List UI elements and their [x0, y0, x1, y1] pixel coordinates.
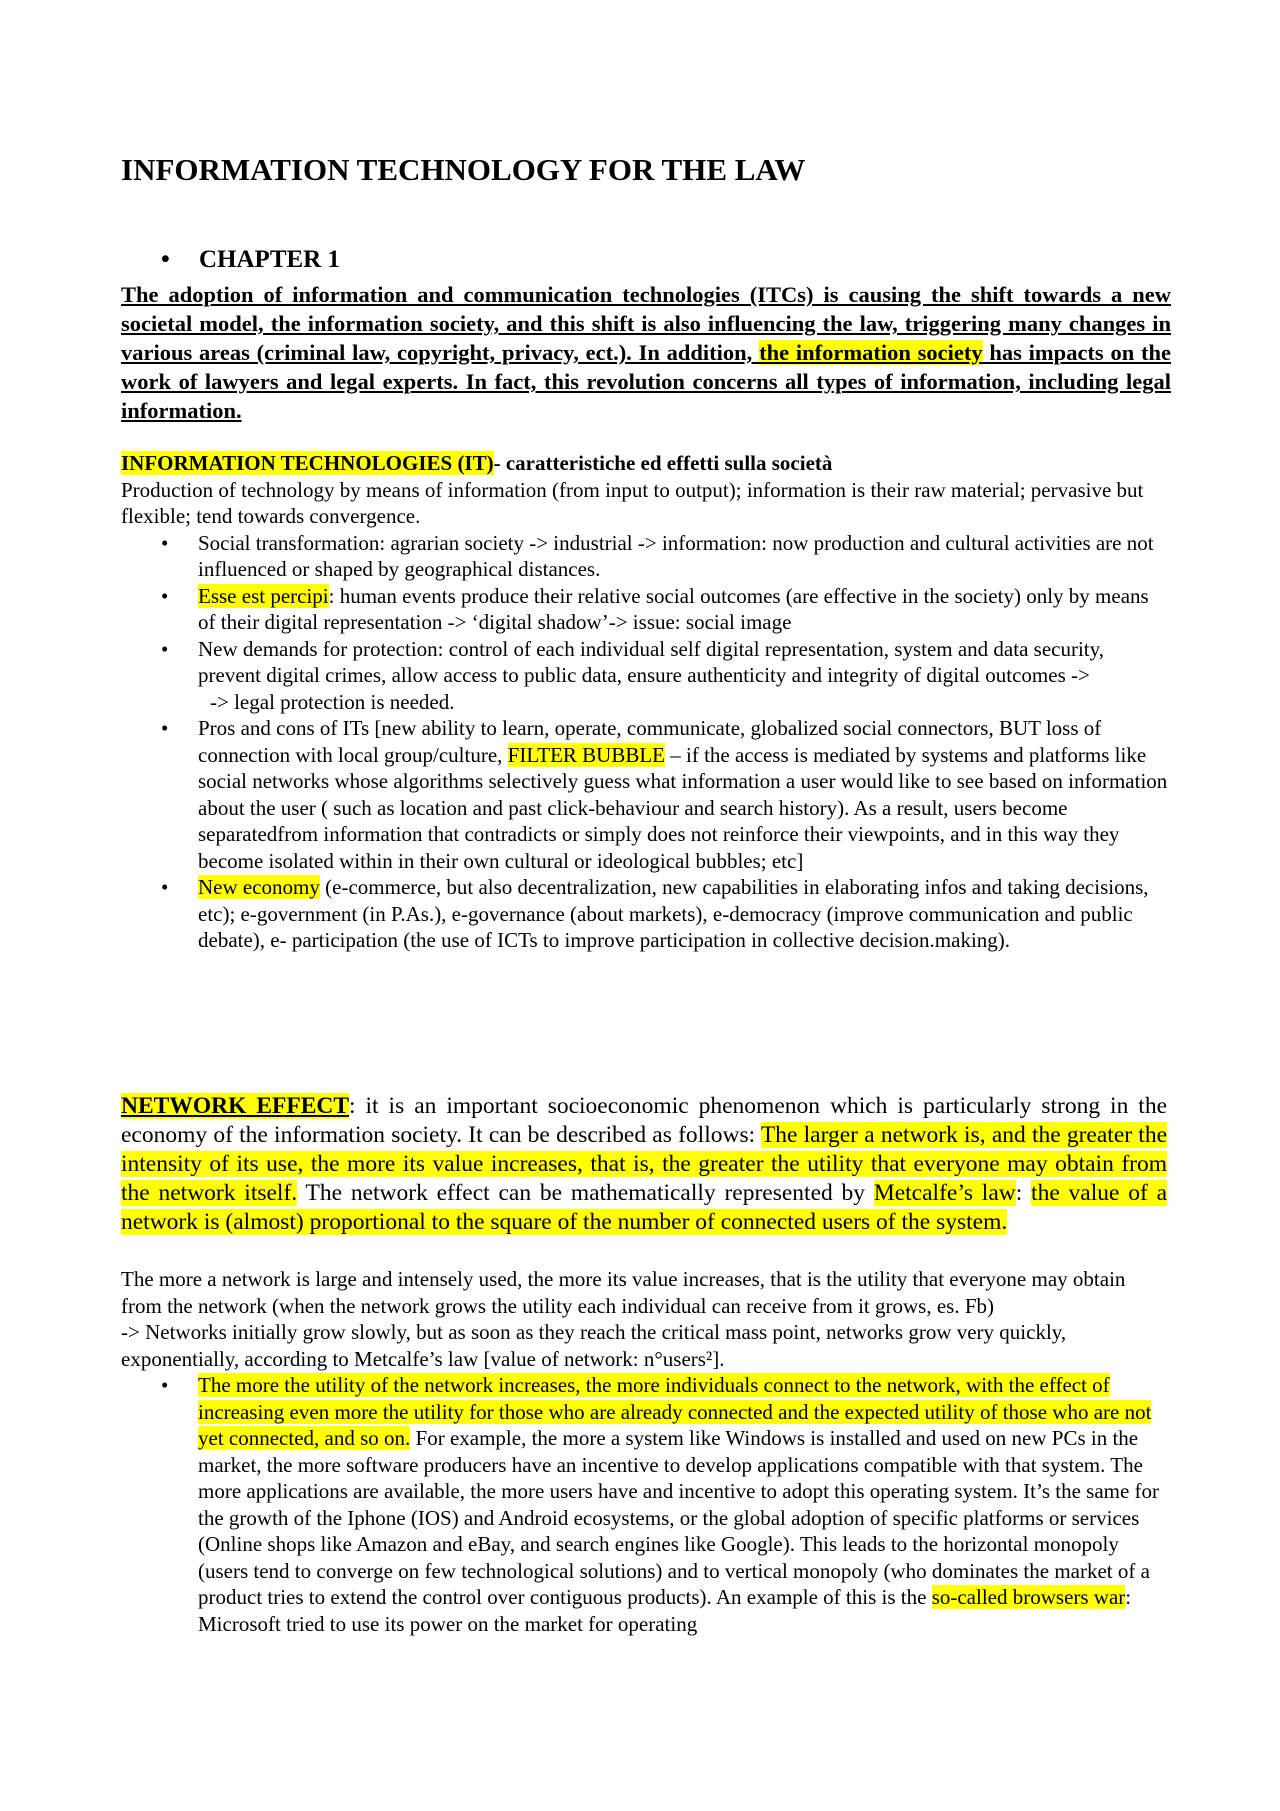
list-item [121, 583, 1169, 636]
it-heading-highlight: INFORMATION TECHNOLOGIES (IT) [121, 451, 494, 475]
chapter-bullet: • [161, 246, 170, 273]
network-details [121, 1266, 1169, 1637]
intro-text-2: has impacts on the work of lawyers and legal experts. In fact, this revolution concerns all types of information, including legal information. [121, 340, 1171, 423]
list-item [121, 874, 1169, 954]
bullet-text: Pros and cons of ITs [new ability to learn, operate, communicate, globalized social connectors, BUT loss of connection with local group/culture, [198, 716, 1102, 767]
list-item [121, 530, 1169, 583]
bullet-highlight: New economy [198, 875, 320, 899]
network-effect-heading: NETWORK EFFECT [121, 1093, 350, 1119]
bullet-text: : human events produce their relative social outcomes (are effective in the society) only by means of their digital representation -> ‘digital shadow’-> issue: social image [198, 583, 1149, 634]
network-text: The network effect can be mathematically represented by [297, 1180, 874, 1206]
intro-text-1: The adoption of information and communication technologies (ITCs) is causing the shift towards a new societal model, the information society, and this shift is also influencing the law, triggering many changes in various areas (criminal law, copyright, privacy, ect.). In addition, [121, 282, 1171, 365]
list-item [121, 715, 1169, 874]
network-text: : it is an important socioeconomic phenomenon which is particularly strong in the economy of the information society. It can be described as follows: [121, 1093, 1167, 1148]
bullet-subline: -> legal protection is needed. [210, 689, 455, 714]
network-effect-paragraph [121, 1092, 1167, 1237]
network-paragraph-2: The more a network is large and intensely used, the more its value increases, that is the utility that everyone may obtain from the network (when the network grows the utility each individual can receive from it grows, es. Fb) [121, 1267, 1126, 1318]
network-text: : [1015, 1180, 1032, 1206]
bullet-text: New demands for protection: control of each individual self digital representation, system and data security, prevent digital crimes, allow access to public data, ensure authenticity and integrity of digital outcomes -> [198, 636, 1105, 687]
chapter-heading [121, 245, 340, 275]
list-item [121, 1372, 1169, 1637]
it-section [121, 450, 1169, 954]
network-highlight: the value of a network is (almost) proportional to the square of the number of connected users of the system. [121, 1180, 1168, 1235]
it-section-intro: Production of technology by means of information (from input to output); information is their raw material; pervasive but flexible; tend towards convergence. [121, 477, 1144, 528]
document-title: INFORMATION TECHNOLOGY FOR THE LAW [121, 152, 806, 187]
bullet-highlight: Esse est percipi [198, 583, 329, 608]
it-section-heading [121, 450, 1169, 477]
metcalfe-law-highlight: Metcalfe’s law [873, 1180, 1016, 1206]
bullet-highlight: The more the utility of the network increases, the more individuals connect to the network, with the effect of increasing even more the utility for those who are already connected and the expected utility of those who are not yet connected, and so on. [198, 1373, 1152, 1450]
it-heading-rest: - caratteristiche ed effetti sulla società [493, 451, 833, 475]
it-bullet-list [121, 530, 1169, 954]
bullet-highlight: FILTER BUBBLE [507, 742, 665, 767]
network-bullet-list [121, 1372, 1169, 1637]
bullet-text: For example, the more a system like Windows is installed and used on new PCs in the market, the more software producers have an incentive to develop applications compatible with that system. The more applications are available, the more users have and incentive to adopt this operating system. It’s the same for the growth of the Iphone (IOS) and Android ecosystems, or the global adoption of specific platforms or services (Online shops like Amazon and eBay, and search engines like Google). This leads to the horizontal monopoly (users tend to converge on few technological solutions) and to vertical monopoly (who dominates the market of a product tries to extend the control over contiguous products). An example of this is the [198, 1426, 1160, 1609]
intro-highlight: the information society [759, 340, 983, 365]
intro-paragraph [121, 280, 1171, 425]
bullet-text: : Microsoft tried to use its power on the market for operating [198, 1585, 1132, 1636]
bullet-text: – if the access is mediated by systems and platforms like social networks whose algorithms selectively guess what information a user would like to see based on information about the user ( such as location and past click-behaviour and search history). As a result, users become separatedfrom information that contradicts or simply does not reinforce their viewpoints, and in this way they become isolated within in their own cultural or ideological bubbles; etc] [198, 742, 1168, 873]
network-highlight: The larger a network is, and the greater the intensity of its use, the more its value increases, that is, the greater the utility that everyone may obtain from the network itself. [121, 1122, 1167, 1206]
chapter-label: CHAPTER 1 [199, 246, 340, 273]
bullet-text: (e-commerce, but also decentralization, new capabilities in elaborating infos and taking decisions, etc); e-government (in P.As.), e-governance (about markets), e-democracy (improve communication and public debate), e- participation (the use of ICTs to improve participation in collective decision.making). [198, 875, 1149, 952]
list-item [121, 636, 1169, 716]
network-paragraph-3: -> Networks initially grow slowly, but as soon as they reach the critical mass point, networks grow very quickly, exponentially, according to Metcalfe’s law [value of network: n°users²]. [121, 1320, 1067, 1371]
bullet-highlight: so-called browsers war [931, 1585, 1126, 1609]
bullet-text: Social transformation: agrarian society -> industrial -> information: now production and cultural activities are not influenced or shaped by geographical distances. [198, 530, 1154, 581]
